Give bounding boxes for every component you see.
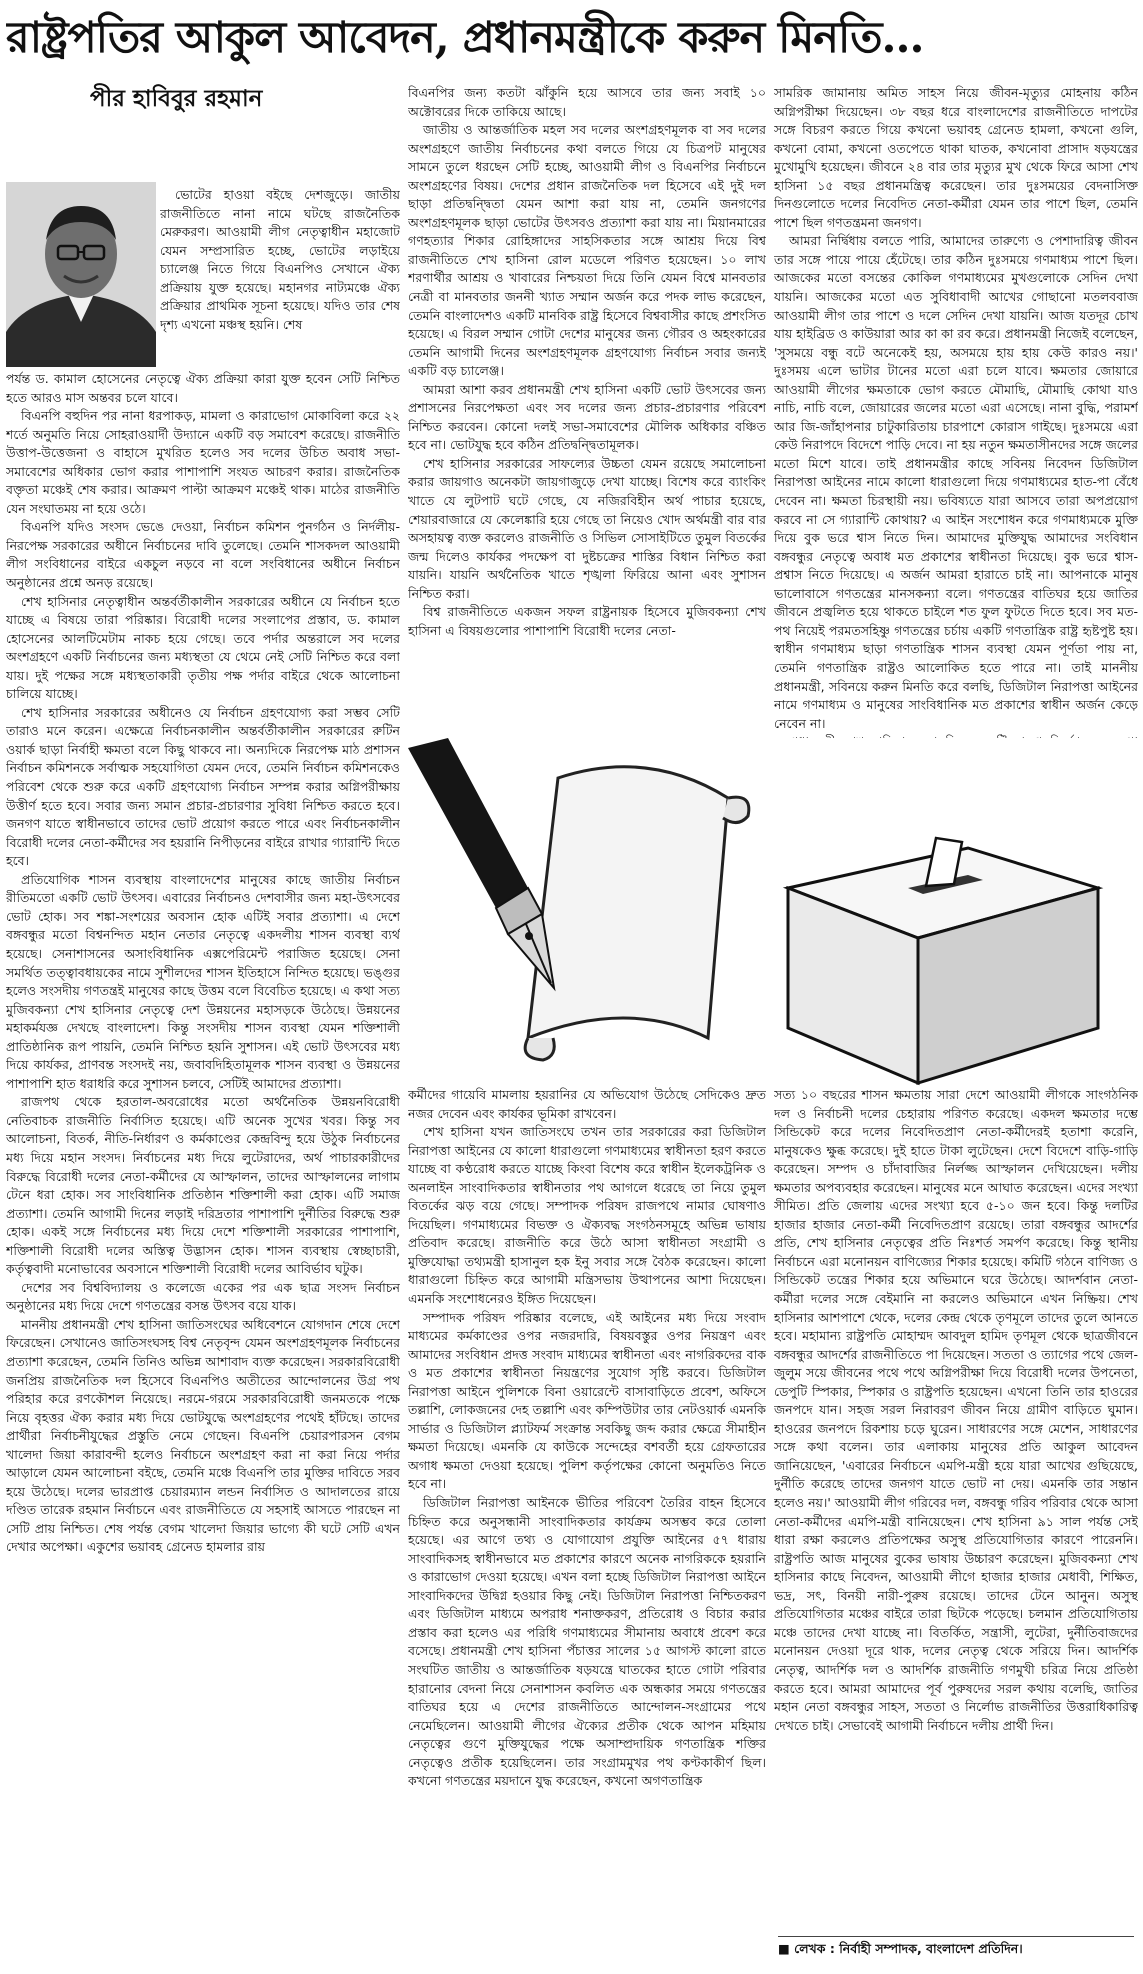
paragraph: বিএনপির জন্য কতটা ঝাঁকুনি হয়ে আসবে তার জন্য সবাই ১০ অক্টোবরের দিকে তাকিয়ে আছে। bbox=[408, 85, 766, 119]
paragraph: শেখ হাসিনা যখন জাতিসংঘে তখন তার সরকারের করা ডিজিটাল নিরাপত্তা আইনের যে কালো ধারাগুলো গণমাধ্যমের স্বাধীনতা হরণ করতে যাচ্ছে বা কণ্ঠরোধ করতে যাচ্ছে কিংবা বিশেষ করে স্বাধীন ইলেকট্রনিক ও অনলাইন সাংবাদিকতার স্বাধীনতার পথ আগলে ধরেছে তা নিয়ে তুমুল বিতর্কের ঝড় বয়ে গেছে। সম্পাদক পরিষদ রাজপথে নামার ঘোষণাও দিয়েছিল। গণমাধ্যমের বিভক্ত ও ঐক্যবদ্ধ সংগঠনসমূহে অভিন্ন ভাষায় প্রতিবাদ করেছে। রাজনীতি করে উঠে আসা স্বাধীনতা সংগ্রামী ও মুক্তিযোদ্ধা তথ্যমন্ত্রী হাসানুল হক ইনু সবার সঙ্গে বৈঠক করেছেন। কালো ধারাগুলো চিহ্নিত করে আগামী মন্ত্রিসভায় উত্থাপনের আশা দিয়েছেন। এমনকি সংশোধনেরও ইঙ্গিত দিয়েছেন। bbox=[408, 1124, 766, 1307]
paragraph: মাননীয় প্রধানমন্ত্রী শেখ হাসিনা জাতিসংঘের অধিবেশনে যোগদান শেষে দেশে ফিরেছেন। সেখানেও জাতিসংঘসহ বিশ্ব নেতৃবৃন্দ যেমন অংশগ্রহণমূলক নির্বাচনের প্রত্যাশা করেছেন, তেমনি তিনিও অভিন্ন আশাবাদ ব্যক্ত করেছেন। সরকারবিরোধী জনপ্রিয় রাজনৈতিক দল হিসেবে বিএনপিও অতীতের আন্দোলনের উগ্র পথ পরিহার করে রণকৌশল নিয়েছে। নরমে-গরমে সরকারবিরোধী জনমতকে পক্ষে নিয়ে বৃহত্তর ঐক্য করার মধ্য দিয়ে ভোটযুদ্ধে অংশগ্রহণের পথেই হাঁটছে। তাদের প্রার্থীরা নির্বাচনীযুদ্ধের প্রস্তুতি নেমে গেছেন। বিএনপি চেয়ারপারসন বেগম খালেদা জিয়া কারাবন্দী হলেও নির্বাচনে অংশগ্রহণ করা না করা নিয়ে পর্দার আড়ালে যেমন আলোচনা বইছে, তেমনি মঞ্চে বিএনপি তার মুক্তির দাবিতে সরব হয়ে উঠেছে। দলের ভারপ্রাপ্ত চেয়ারম্যান লন্ডন নির্বাসিত ও আদালতের রায়ে দণ্ডিত তারেক রহমান নির্বাচনে এবং রাজনীতিতে যে সহসাই আসতে পারছেন না সেটি প্রায় নিশ্চিত। শেষ পর্যন্ত বেগম খালেদা জিয়ার ভাগ্যে কী ঘটে সেটি এখন দেখার অপেক্ষা। একুশের ভয়াবহ গ্রেনেড হামলার রায় bbox=[6, 1316, 400, 1555]
author-portrait-icon bbox=[6, 182, 156, 367]
paragraph: রাজপথ থেকে হরতাল-অবরোধের মতো অর্থনৈতিক উন্নয়নবিরোধী নেতিবাচক রাজনীতি নির্বাসিত হয়েছে। এটি অনেক সুখের খবর। কিন্তু সব আলোচনা, বিতর্ক, নীতি-নির্ধারণ ও কর্মকাণ্ডের কেন্দ্রবিন্দু হয়ে উঠুক নির্বাচনের মধ্য দিয়ে মহান সংসদ। নির্বাচনের মধ্য দিয়ে লুটেরাদের, অর্থ পাচারকারীদের বিরুদ্ধে বিরোধী দলের নেতা-কর্মীদের যে আস্ফালন, তাদের আস্ফালনের লাগাম টেনে ধরা হোক। সব সাংবিধানিক প্রতিষ্ঠান শক্তিশালী করা হোক। এটি সমাজ প্রত্যাশা। তেমনি আগামী দিনের লড়াই দরিদ্রতার পাশাপাশি দুর্নীতির বিরুদ্ধে শুরু হোক। একই সঙ্গে নির্বাচনের মধ্য দিয়ে দেশে শক্তিশালী সরকারের পাশাপাশি, শক্তিশালী বিরোধী দলের অস্তিত্ব উদ্ভাসন হোক। শাসন ব্যবস্থায় স্বেচ্ছাচারী, কর্তৃত্ববাদী মনোভাবের অবসানে শক্তিশালী বিরোধী দলের আবির্ভাব ঘটুক। bbox=[6, 1094, 400, 1277]
article-column-1-beside-photo bbox=[160, 186, 400, 371]
illustration bbox=[408, 738, 1138, 1086]
paragraph: ভোটের হাওয়া বইছে দেশজুড়ে। জাতীয় রাজনীতিতে নানা নামে ঘটছে রাজনৈতিক মেরুকরণ। আওয়ামী লীগ নেতৃত্বাধীন মহাজোট যেমন সম্প্রসারিত হচ্ছে, ভোটের লড়াইয়ে চ্যালেঞ্জ নিতে গিয়ে বিএনপিও সেখানে ঐক্য প্রক্রিয়ায় যুক্ত হয়েছে। মহানগর নাট্যমঞ্চে ঐক্য প্রক্রিয়ার প্রাথমিক সূচনা হয়েছে। যদিও তার শেষ দৃশ্য এখনো মঞ্চস্থ হয়নি। শেষ bbox=[160, 187, 400, 332]
article-column-2-top bbox=[408, 84, 766, 736]
paragraph: আমরা আশা করব প্রধানমন্ত্রী শেখ হাসিনা একটি ভোট উৎসবের জন্য প্রশাসনের নিরপেক্ষতা এবং সব দলের জন্য প্রচার-প্রচারণার পরিবেশ নিশ্চিত করবেন। কোনো দলই সভা-সমাবেশের মৌলিক অধিকার বঞ্চিত হবে না। ভোটযুদ্ধ হবে কঠিন প্রতিদ্বন্দ্বিতামূলক। bbox=[408, 381, 766, 453]
paragraph: জাতীয় ও আন্তর্জাতিক মহল সব দলের অংশগ্রহণমূলক বা সব দলের অংশগ্রহণে জাতীয় নির্বাচনের কথা বলতে গিয়ে যে চিত্রপট মানুষের সামনে তুলে ধরছেন সেটি হচ্ছে, আওয়ামী লীগ ও বিএনপির নির্বাচনে অংশগ্রহণের বিষয়। দেশের প্রধান রাজনৈতিক দল হিসেবে এই দুই দল ছাড়া প্রতিদ্বন্দ্বিতা যেমন আশা করা যায় না, তেমনি জনগণের অংশগ্রহণমূলক ছাড়া ভোটের উৎসবও প্রত্যাশা করা যায় না। মিয়ানমারের গণহত্যার শিকার রোহিঙ্গাদের সাহসিকতার সঙ্গে আশ্রয় দিয়ে বিশ্ব রাজনীতিতে শেখ হাসিনা রোল মডেলে পরিণত হয়েছেন। ১০ লাখ শরণার্থীর আশ্রয় ও খাবারের নিশ্চয়তা দিয়ে তিনি যেমন বিশ্বে মানবতার নেত্রী বা মানবতার জননী খ্যাত সম্মান অর্জন করে পদক লাভ করেছেন, তেমনি বাংলাদেশও একটি মানবিক রাষ্ট্র হিসেবে বিশ্ববাসীর কাছে প্রশংসিত হয়েছে। এ বিরল সম্মান গোটা দেশের মানুষের জন্য গৌরব ও অহংকারের তেমনি আগামী দিনের অংশগ্রহণমূলক গ্রহণযোগ্য নির্বাচন সবার জন্যই একটি বড় চ্যালেঞ্জ। bbox=[408, 122, 766, 379]
paragraph: আমরা নির্দ্বিধায় বলতে পারি, আমাদের তারুণ্যে ও পেশাদারিত্ব জীবন তার সঙ্গে পায়ে পায়ে হেঁটেছে। তার কঠিন দুঃসময়ে গণমাধ্যম পাশে ছিল। আজকের মতো বসন্তের কোকিল গণমাধ্যমের মুখগুলোকে সেদিন দেখা যায়নি। আজকের মতো এত সুবিধাবাদী আখের গোছানো মতলববাজ আওয়ামী লীগ তার পাশে ও দলে সেদিন দেখা যায়নি। আজ যতদূর চোখ যায় হাইব্রিড ও কাউয়ারা আর কা কা রব করে। প্রধানমন্ত্রী নিজেই বলেছেন, 'সুসময়ে বন্ধু বটে অনেকেই হয়, অসময়ে হায় হায় কেউ কারও নয়।' দুঃসময় এলে ভাটার টানের মতো এরা চলে যাবে। ক্ষমতার জোয়ারে আওয়ামী লীগের ক্ষমতাকে ভোগ করতে মৌমাছি, মৌমাছি কোথা যাও নাচি, নাচি বলে, জোয়ারের জলের মতো এরা এসেছে। নানা বুদ্ধি, পরামর্শ আর জি-জাঁহাপনার চাটুকারিতায় চারপাশে কোরাস গাইছে। দুঃসময়ে এরা কেউ নিরাপদে বিদেশে পাড়ি দেবে। না হয় নতুন ক্ষমতাসীনদের সঙ্গে জলের মতো মিশে যাবে। তাই প্রধানমন্ত্রীর কাছে সবিনয় নিবেদন ডিজিটাল নিরাপত্তা আইনের নামে কালো ধারাগুলো দিয়ে গণমাধ্যমের হাত-পা বেঁধে দেবেন না। ক্ষমতা চিরস্থায়ী নয়। ভবিষ্যতে যারা আসবে তারা অপপ্রয়োগ করবে না সে গ্যারান্টি কোথায়? এ আইন সংশোধন করে গণমাধ্যমকে মুক্তি দিয়ে বুক ভরে শ্বাস নিতে দিন। আমাদের মুক্তিযুদ্ধ আমাদের সংবিধান বঙ্গবন্ধুর নেতৃত্বে অবাধ মত প্রকাশের স্বাধীনতা দিয়েছে। বুক ভরে শ্বাস-প্রশ্বাস নিতে দিয়েছে। এ অর্জন আমরা হারাতে চাই না। আপনাকে মানুষ ভালোবাসে গণতন্ত্রের মানসকন্যা বলে। গণতন্ত্রের বাতিঘর হয়ে জাতির জীবনে প্রজ্বলিত হয়ে থাকতে চাইলে শত ফুল ফুটতে দিতে হবে। সব মত-পথ নিয়েই পরমতসহিষ্ণু গণতন্ত্রের চর্চায় একটি গণতান্ত্রিক রাষ্ট্র হৃষ্টপুষ্ট হয়। স্বাধীন গণমাধ্যম ছাড়া গণতান্ত্রিক শাসন ব্যবস্থা যেমন পূর্ণতা পায় না, তেমনি গণতান্ত্রিক রাষ্ট্রও আলোকিত হতে পারে না। তাই মাননীয় প্রধানমন্ত্রী, সবিনয়ে করুন মিনতি করে বলছি, ডিজিটাল নিরাপত্তা আইনের নামে গণমাধ্যম ও মানুষের সাংবিধানিক মত প্রকাশের স্বাধীন অর্জন কেড়ে নেবেন না। bbox=[774, 233, 1138, 731]
author-note: ■ লেখক : নির্বাহী সম্পাদক, বাংলাদেশ প্রতিদিন। bbox=[778, 1936, 1134, 1961]
paragraph: দেশের সব বিশ্ববিদ্যালয় ও কলেজে একের পর এক ছাত্র সংসদ নির্বাচন অনুষ্ঠানের মধ্য দিয়ে দেশে গণতন্ত্রের বসন্ত উৎসব বয়ে যাক। bbox=[6, 1279, 400, 1314]
paragraph: ডিজিটাল নিরাপত্তা আইনকে ভীতির পরিবেশ তৈরির বাহন হিসেবে চিহ্নিত করে অনুসন্ধানী সাংবাদিকতার কার্যক্রম অসম্ভব করে তোলা হয়েছে। এর আগে তথ্য ও যোগাযোগ প্রযুক্তি আইনের ৫৭ ধারায় সাংবাদিকসহ স্বাধীনভাবে মত প্রকাশের কারণে অনেক নাগরিককে হয়রানি ও কারাভোগ দেওয়া হয়েছে। এখন বলা হচ্ছে ডিজিটাল নিরাপত্তা আইনে সাংবাদিকদের উদ্বিগ্ন হওয়ার কিছু নেই। ডিজিটাল নিরাপত্তা নিশ্চিতকরণ এবং ডিজিটাল মাধ্যমে অপরাধ শনাক্তকরণ, প্রতিরোধ ও বিচার করার প্রস্তাব করা হলেও এর পরিধি গণমাধ্যমের সীমানায় অবাধে প্রবেশ করে বসেছে। প্রধানমন্ত্রী শেখ হাসিনা পঁচাত্তর সালের ১৫ আগস্ট কালো রাতে সংঘটিত জাতীয় ও আন্তর্জাতিক ষড়যন্ত্রে ঘাতকের হাতে গোটা পরিবার হারানোর বেদনা নিয়ে সেনাশাসন কবলিত এক অন্ধকার সময়ে গণতন্ত্রের বাতিঘর হয়ে এ দেশের রাজনীতিতে আন্দোলন-সংগ্রামের পথে নেমেছিলেন। আওয়ামী লীগের ঐক্যের প্রতীক থেকে আপন মহিমায় নেতৃত্বের গুণে মুক্তিযুদ্ধের পক্ষে অসাম্প্রদায়িক গণতান্ত্রিক শক্তির নেতৃত্বেও প্রতীক হয়েছিলেন। তার সংগ্রামমুখর পথ কণ্টকাকীর্ণ ছিল। কখনো গণতন্ত্রের ময়দানে যুদ্ধ করেছেন, কখনো অগণতান্ত্রিক bbox=[408, 1495, 766, 1789]
paragraph: শেখ হাসিনার নেতৃত্বাধীন অন্তর্বর্তীকালীন সরকারের অধীনে যে নির্বাচন হতে যাচ্ছে এ বিষয়ে তারা পরিষ্কার। বিরোধী দলের সংলাপের প্রস্তাব, ড. কামাল হোসেনের আলটিমেটাম নাকচ হয়ে গেছে। তবে পর্দার অন্তরালে সব দলের অংশগ্রহণে একটি নির্বাচনের জন্য মধ্যস্থতা যে থেমে নেই সেটি নিশ্চিত করে বলা যায়। দুই পক্ষের সঙ্গে মধ্যস্থতাকারী তৃতীয় পক্ষ পর্দার বাইরে থেকে আলোচনা চালিয়ে যাচ্ছে। bbox=[6, 593, 400, 702]
headline: রাষ্ট্রপতির আকুল আবেদন, প্রধানমন্ত্রীকে করুন মিনতি... bbox=[6, 13, 924, 63]
paragraph: বিশ্ব রাজনীতিতে একজন সফল রাষ্ট্রনায়ক হিসেবে মুজিবকন্যা শেখ হাসিনা এ বিষয়গুলোর পাশাপাশি বিরোধী দলের নেতা- bbox=[408, 604, 766, 638]
pen-scroll-ballot-illustration bbox=[408, 738, 768, 1086]
author-photo bbox=[6, 182, 156, 367]
article-column-3-bottom bbox=[774, 1086, 1138, 1932]
ballot-box-icon bbox=[768, 738, 1138, 1086]
paragraph: সত্য ১০ বছরের শাসন ক্ষমতায় সারা দেশে আওয়ামী লীগকে সাংগঠনিক দল ও নির্বাচনী দলের চেহারায় পরিণত করেছে। একদল ক্ষমতার দম্ভে সিন্ডিকেট করে দলের নিবেদিতপ্রাণ নেতা-কর্মীদেরই হতাশা করেনি, মানুষকেও ক্ষুব্ধ করেছে। দুই হাতে টাকা লুটেছেন। দেশে বিদেশে বাড়ি-গাড়ি করেছেন। সম্পদ ও চাঁদাবাজির নির্লজ্জ আস্ফালন দেখিয়েছেন। দলীয় ক্ষমতার অপব্যবহার করেছেন। মানুষের মনে আঘাত করেছেন। এদের সংখ্যা সীমিত। প্রতি জেলায় এদের সংখ্যা হবে ৫-১০ জন হবে। কিন্তু দলটির হাজার হাজার নেতা-কর্মী নিবেদিতপ্রাণ রয়েছে। তারা বঙ্গবন্ধুর আদর্শের প্রতি, শেখ হাসিনার নেতৃত্বের প্রতি নিঃশর্ত সমর্পণ করেছে। কিন্তু স্থানীয় নির্বাচনে এরা মনোনয়ন বাণিজ্যের শিকার হয়েছে। কমিটি গঠনে বাণিজ্য ও সিন্ডিকেট তন্ত্রের শিকার হয়ে অভিমানে ঘরে উঠেছে। আদর্শবান নেতা-কর্মীরা দলের সঙ্গে বেইমানি না করলেও অভিমানে এখন নিষ্ক্রিয়। শেখ হাসিনার আশপাশে থেকে, দলের কেন্দ্র থেকে তৃণমূলে তাদের তুলে আনতে হবে। মহামান্য রাষ্ট্রপতি মোহাম্মদ আবদুল হামিদ তৃণমূল থেকে ছাত্রজীবনে বঙ্গবন্ধুর আদর্শের রাজনীতিতে পা দিয়েছেন। সততা ও ত্যাগের পথে জেল-জুলুম সয়ে জীবনের পথে পথে অগ্নিপরীক্ষা দিয়ে বিরোধী দলের উপনেতা, ডেপুটি স্পিকার, স্পিকার ও রাষ্ট্রপতি হয়েছেন। এখনো তিনি তার হাওরের জনপদে যান। সহজ সরল নিরাবরণ জীবন নিয়ে গ্রামীণ বাড়িতে ঘুমান। হাওরের জনপদে রিকশায় চড়ে ঘুরেন। সাধারণের সঙ্গে মেশেন, সাধারণের সঙ্গে কথা বলেন। তার এলাকায় মানুষের প্রতি আকুল আবেদন জানিয়েছেন, 'এবারের নির্বাচনে এমপি-মন্ত্রী হয়ে যারা আখের গুছিয়েছে, দুর্নীতি করেছে তাদের জনগণ যাতে ভোট না দেয়। এমনকি তার সন্তান হলেও নয়।' আওয়ামী লীগ গরিবের দল, বঙ্গবন্ধু গরিব পরিবার থেকে আসা নেতা-কর্মীদের এমপি-মন্ত্রী বানিয়েছেন। শেখ হাসিনা ৯১ সাল পর্যন্ত সেই ধারা রক্ষা করলেও প্রতিপক্ষের অসুস্থ প্রতিযোগিতার কারণে পারেননি। রাষ্ট্রপতি আজ মানুষের বুকের ভাষায় উচ্চারণ করেছেন। মুজিবকন্যা শেখ হাসিনার কাছে নিবেদন, আওয়ামী লীগে হাজার হাজার মেধাবী, শিক্ষিত, ভদ্র, সৎ, বিনয়ী নারী-পুরুষ রয়েছে। তাদের টেনে আনুন। অসুস্থ প্রতিযোগিতার মঞ্চের বাইরে তারা ছিটকে পড়েছে। চলমান প্রতিযোগিতায় মঞ্চে তাদের দেখা যাচ্ছে না। বিতর্কিত, সন্ত্রাসী, লুটেরা, দুর্নীতিবাজদের মনোনয়ন দেওয়া দূরে থাক, দলের নেতৃত্ব থেকে সরিয়ে দিন। আদর্শিক নেতৃত্ব, আদর্শিক দল ও আদর্শিক রাজনীতি গণমুখী চরিত্র নিয়ে প্রতিষ্ঠা করতে হবে। আমরা আমাদের পূর্ব পুরুষদের সরল কথায় বলেছি, জাতির মহান নেতা বঙ্গবন্ধুর সাহস, সততা ও নির্লোভ রাজনীতির উত্তরাধিকারিত্ব দেখতে চাই। সেভাবেই আগামী নির্বাচনে দলীয় প্রার্থী দিন। bbox=[774, 1087, 1138, 1733]
paragraph: শেখ হাসিনার সরকারের সাফল্যের উচ্চতা যেমন রয়েছে সমালোচনা করার জায়গাও অনেকটা জায়গাজুড়ে দেখা যাচ্ছে। বিশেষ করে ব্যাংকিং খাতে যে লুটপাট ঘটে গেছে, যে নজিরবিহীন অর্থ পাচার হয়েছে, শেয়ারবাজারে যে কেলেঙ্কারি হয়ে গেছে তা নিয়েও খোদ অর্থমন্ত্রী বার বার অসহায়ত্ব ব্যক্ত করলেও রাজনীতি ও সিভিল সোসাইটিতে তুমুল বিতর্কের জন্ম দিলেও কার্যকর পদক্ষেপ বা দুষ্টচক্রের শাস্তির বিধান নিশ্চিত করা যায়নি। যায়নি অর্থনৈতিক খাতে শৃঙ্খলা ফিরিয়ে আনা এবং সুশাসন নিশ্চিত করা। bbox=[408, 455, 766, 601]
paragraph: শেখ হাসিনার সরকারের অধীনেও যে নির্বাচন গ্রহণযোগ্য করা সম্ভব সেটি তারাও মনে করেন। এক্ষেত্রে নির্বাচনকালীন অন্তর্বর্তীকালীন সরকারের রুটিন ওয়ার্ক ছাড়া নির্বাহী ক্ষমতা বলে কিছু থাকবে না। অন্যদিকে নিরপেক্ষ মাঠ প্রশাসন নির্বাচন কমিশনকে সর্বাত্মক সহযোগিতা যেমন দেবে, তেমনি নির্বাচন কমিশনকেও পরিবেশ থেকে শুরু করে একটি গ্রহণযোগ্য নির্বাচন সম্পন্ন করার অগ্নিপরীক্ষায় উত্তীর্ণ হতে হবে। সবার জন্য সমান প্রচার-প্রচারণার সুবিধা নিশ্চিত করতে হবে। জনগণ যাতে স্বাধীনভাবে তাদের ভোট প্রয়োগ করতে পারে এবং নির্বাচনকালীন বিরোধী দলের নেতা-কর্মীদের সব হয়রানি নিপীড়নের বাইরে রাখার গ্যারান্টি দিতে হবে। bbox=[6, 704, 400, 869]
paragraph: পর্যন্ত ড. কামাল হোসেনের নেতৃত্বে ঐক্য প্রক্রিয়া কারা যুক্ত হবেন সেটি নিশ্চিত হতে আরও মাস অন্তবর চলে যাবে। bbox=[6, 371, 400, 405]
article-column-2-bottom bbox=[408, 1086, 766, 1968]
paragraph: কর্মীদের গায়েবি মামলায় হয়রানির যে অভিযোগ উঠেছে সেদিকেও দ্রুত নজর দেবেন এবং কার্যকর ভূমিকা রাখবেন। bbox=[408, 1087, 766, 1121]
paragraph: সামরিক জামানায় অমিত সাহস নিয়ে জীবন-মৃত্যুর মোহনায় কঠিন অগ্নিপরীক্ষা দিয়েছেন। ৩৮ বছর ধরে বাংলাদেশের রাজনীতিতে দাপটের সঙ্গে বিচরণ করতে গিয়ে কখনো ভয়াবহ গ্রেনেড হামলা, কখনো গুলি, কখনো বোমা, কখনো ওতপেতে থাকা ঘাতক, কখনোবা প্রাসাদ ষড়যন্ত্রের মুখোমুখি হয়েছেন। জীবনে ২৪ বার তার মৃত্যুর মুখ থেকে ফিরে আসা শেখ হাসিনা ১৫ বছর প্রধানমন্ত্রিত্ব করেছেন। তার দুঃসময়ের বেদনাসিক্ত দিনগুলোতে দলের নিবেদিত নেতা-কর্মীরা যেমন তার পাশে ছিল, তেমনি পাশে ছিল গণতন্ত্রমনা জনগণ। bbox=[774, 85, 1138, 230]
paragraph: বিএনপি বহুদিন পর নানা ধরপাকড়, মামলা ও কারাভোগ মোকাবিলা করে ২২ শর্তে অনুমতি নিয়ে সোহরাওয়ার্দী উদ্যানে একটি বড় সমাবেশ করেছে। রাজনীতি উত্তাপ-উত্তেজনা ও বাহাসে মুখরিত হলেও সব দলের উচিত অবাধ সভা-সমাবেশের অধিকার ভোগ করার পাশাপাশি সংযত আচরণ করার। রাজনৈতিক বক্তৃতা মঞ্চেই শেষ করার। আক্রমণ পাল্টা আক্রমণ মঞ্চেই থাক। মাঠের রাজনীতি যেন সংঘাতময় না হয়ে ওঠে। bbox=[6, 408, 400, 516]
author-byline: পীর হাবিবুর রহমান bbox=[90, 86, 263, 112]
paragraph: প্রতিযোগিক শাসন ব্যবস্থায় বাংলাদেশের মানুষের কাছে জাতীয় নির্বাচন রীতিমতো একটি ভোট উৎসব। এবারের নির্বাচনও দেশবাসীর জন্য মহা-উৎসবের ভোট হোক। সব শঙ্কা-সংশয়ের অবসান হোক এটিই সবার প্রত্যাশা। এ দেশে বঙ্গবন্ধুর মতো বিশ্বনন্দিত মহান নেতার নেতৃত্বে একদলীয় শাসন ব্যবস্থা ব্যর্থ হয়েছে। সেনাশাসনের অসাংবিধানিক এক্সপেরিমেন্ট পরাজিত হয়েছে। সেনা সমর্থিত তত্ত্বাবধায়কের নামে সুশীলদের শাসন ইতিহাসে নিন্দিত হয়েছে। ভঙ্গুর হলেও সংসদীয় গণতন্ত্রই মানুষের কাছে উত্তম বলে বিবেচিত হয়েছে। এ কথা সত্য মুজিবকন্যা শেখ হাসিনার নেতৃত্বে দেশ উন্নয়নের মহাসড়কে উঠেছে। উন্নয়নের মহাকর্মযজ্ঞ দেখছে বাংলাদেশ। কিন্তু সংসদীয় শাসন ব্যবস্থা যেমন শক্তিশালী প্রাতিষ্ঠানিক রূপ পায়নি, তেমনি নিশ্চিত হয়নি সুশাসন। এই ভোট উৎসবের মধ্য দিয়ে কার্যকর, প্রাণবন্ত সংসদই নয়, জবাবদিহিতামূলক শাসন ব্যবস্থা ও উন্নয়নের পাশাপাশি হাত ধরাধরি করে সুশাসন চলবে, সেটিই আমাদের প্রত্যাশা। bbox=[6, 871, 400, 1091]
article-column-1 bbox=[6, 370, 400, 1968]
paragraph: সম্পাদক পরিষদ পরিষ্কার বলেছে, এই আইনের মধ্য দিয়ে সংবাদ মাধ্যমের কর্মকাণ্ডের ওপর নজরদারি, বিষয়বস্তুর ওপর নিয়ন্ত্রণ এবং আমাদের সংবিধান প্রদত্ত সংবাদ মাধ্যমের স্বাধীনতা এবং নাগরিকদের বাক ও মত প্রকাশের স্বাধীনতা নিয়ন্ত্রণের সুযোগ সৃষ্টি করবে। ডিজিটাল নিরাপত্তা আইনে পুলিশকে বিনা ওয়ারেন্টে বাসাবাড়িতে প্রবেশ, অফিসে তল্লাশি, লোকজনের দেহ তল্লাশি এবং কম্পিউটার তার নেটওয়ার্ক এমনকি সার্ভার ও ডিজিটাল প্ল্যাটফর্ম সংক্রান্ত সবকিছু জব্দ করার ক্ষেত্রে সীমাহীন ক্ষমতা দিয়েছে। এমনকি যে কাউকে সন্দেহের বশবর্তী হয়ে গ্রেফতারের অগাধ ক্ষমতা দেওয়া হয়েছে। পুলিশ কর্তৃপক্ষের কোনো অনুমতিও নিতে হবে না। bbox=[408, 1309, 766, 1492]
fountain-pen-icon bbox=[408, 738, 554, 988]
paragraph: বিএনপি যদিও সংসদ ভেঙে দেওয়া, নির্বাচন কমিশন পুনর্গঠন ও নির্দলীয়-নিরপেক্ষ সরকারের অধীনে নির্বাচনের দাবি তুলেছে। তেমনি শাসকদল আওয়ামী লীগ সংবিধানের বাইরে একচুল নড়বে না বলে সংবিধানের অধীনে নির্বাচন অনুষ্ঠানের প্রশ্নে অনড় রয়েছে। bbox=[6, 519, 400, 591]
paper-scroll-icon bbox=[525, 767, 749, 1060]
